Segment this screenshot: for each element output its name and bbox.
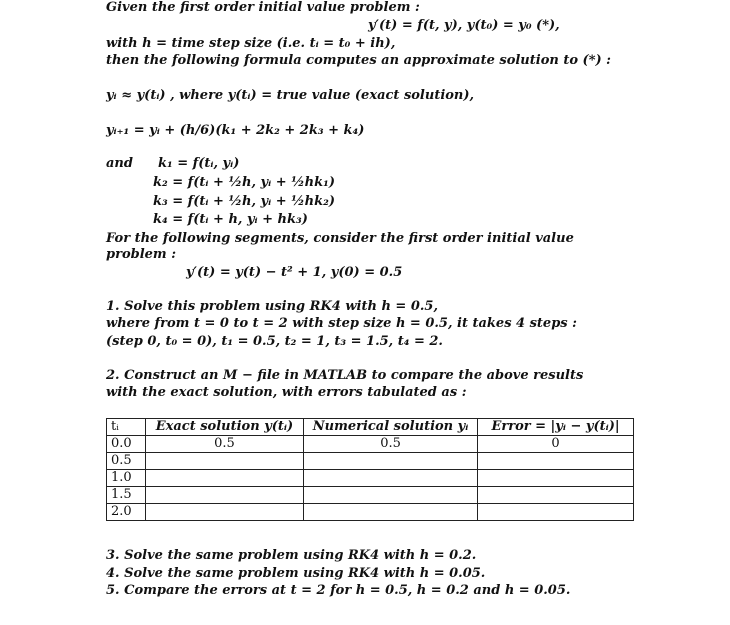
table-header-row [107, 419, 634, 436]
k4-formula: k₄ = f(tᵢ + h, yᵢ + hk₃) [153, 212, 308, 227]
cell-exact: 0.5 [145, 436, 303, 453]
cell-exact [145, 470, 303, 487]
segments-intro: For the following segments, consider the first order initial value [106, 231, 574, 246]
task-1-line-1: 1. Solve this problem using RK4 with h = 0.5, [106, 299, 438, 314]
cell-error [478, 470, 634, 487]
task-1-line-3: (step 0, t₀ = 0), t₁ = 0.5, t₂ = 1, t₃ = 1.5, t₄ = 2. [106, 334, 443, 349]
task-5: 5. Compare the errors at t = 2 for h = 0.5, h = 0.2 and h = 0.05. [106, 583, 571, 598]
ivp-equation: y′(t) = f(t, y), y(t₀) = y₀ (*), [368, 18, 560, 33]
k1-formula: k₁ = f(tᵢ, yᵢ) [158, 156, 240, 171]
task-3: 3. Solve the same problem using RK4 with h = 0.2. [106, 548, 477, 563]
and-label: and [106, 156, 133, 171]
cell-error: 0 [478, 436, 634, 453]
cell-exact [145, 453, 303, 470]
cell-numerical [303, 453, 477, 470]
task-4: 4. Solve the same problem using RK4 with h = 0.05. [106, 566, 486, 581]
header-error: Error = |yᵢ − y(tᵢ)| [478, 419, 634, 436]
cell-t: 1.0 [107, 470, 146, 487]
header-exact: Exact solution y(tᵢ) [145, 419, 303, 436]
cell-error [478, 453, 634, 470]
cell-exact [145, 487, 303, 504]
segments-intro-2: problem : [106, 247, 176, 262]
task-2-line-2: with the exact solution, with errors tabulated as : [106, 385, 467, 400]
header-numerical: Numerical solution yᵢ [303, 419, 477, 436]
cell-exact [145, 504, 303, 521]
formula-intro: then the following formula computes an approximate solution to (*) : [106, 53, 611, 68]
step-size-definition: with h = time step size (i.e. tᵢ = t₀ + ih), [106, 36, 396, 51]
k3-formula: k₃ = f(tᵢ + ½h, yᵢ + ½hk₂) [153, 194, 335, 209]
task-2-line-1: 2. Construct an M − file in MATLAB to compare the above results [106, 368, 584, 383]
cell-numerical [303, 504, 477, 521]
ode-equation: y′(t) = y(t) − t² + 1, y(0) = 0.5 [186, 265, 403, 280]
intro-given: Given the first order initial value problem : [106, 0, 420, 15]
cell-t: 0.5 [107, 453, 146, 470]
cell-numerical: 0.5 [303, 436, 477, 453]
cell-t: 1.5 [107, 487, 146, 504]
cell-t: 0.0 [107, 436, 146, 453]
results-table [106, 418, 634, 521]
cell-error [478, 504, 634, 521]
table-row [107, 453, 634, 470]
table-row [107, 504, 634, 521]
table-row [107, 470, 634, 487]
cell-t: 2.0 [107, 504, 146, 521]
task-1-line-2: where from t = 0 to t = 2 with step size h = 0.5, it takes 4 steps : [106, 316, 577, 331]
table-row [107, 487, 634, 504]
cell-numerical [303, 470, 477, 487]
cell-error [478, 487, 634, 504]
header-ti: tᵢ [107, 419, 146, 436]
table-row [107, 436, 634, 453]
cell-numerical [303, 487, 477, 504]
rk4-update-formula: yᵢ₊₁ = yᵢ + (h/6)(k₁ + 2k₂ + 2k₃ + k₄) [106, 123, 365, 138]
approximation-line: yᵢ ≈ y(tᵢ) , where y(tᵢ) = true value (exact solution), [106, 88, 475, 103]
k2-formula: k₂ = f(tᵢ + ½h, yᵢ + ½hk₁) [153, 175, 335, 190]
